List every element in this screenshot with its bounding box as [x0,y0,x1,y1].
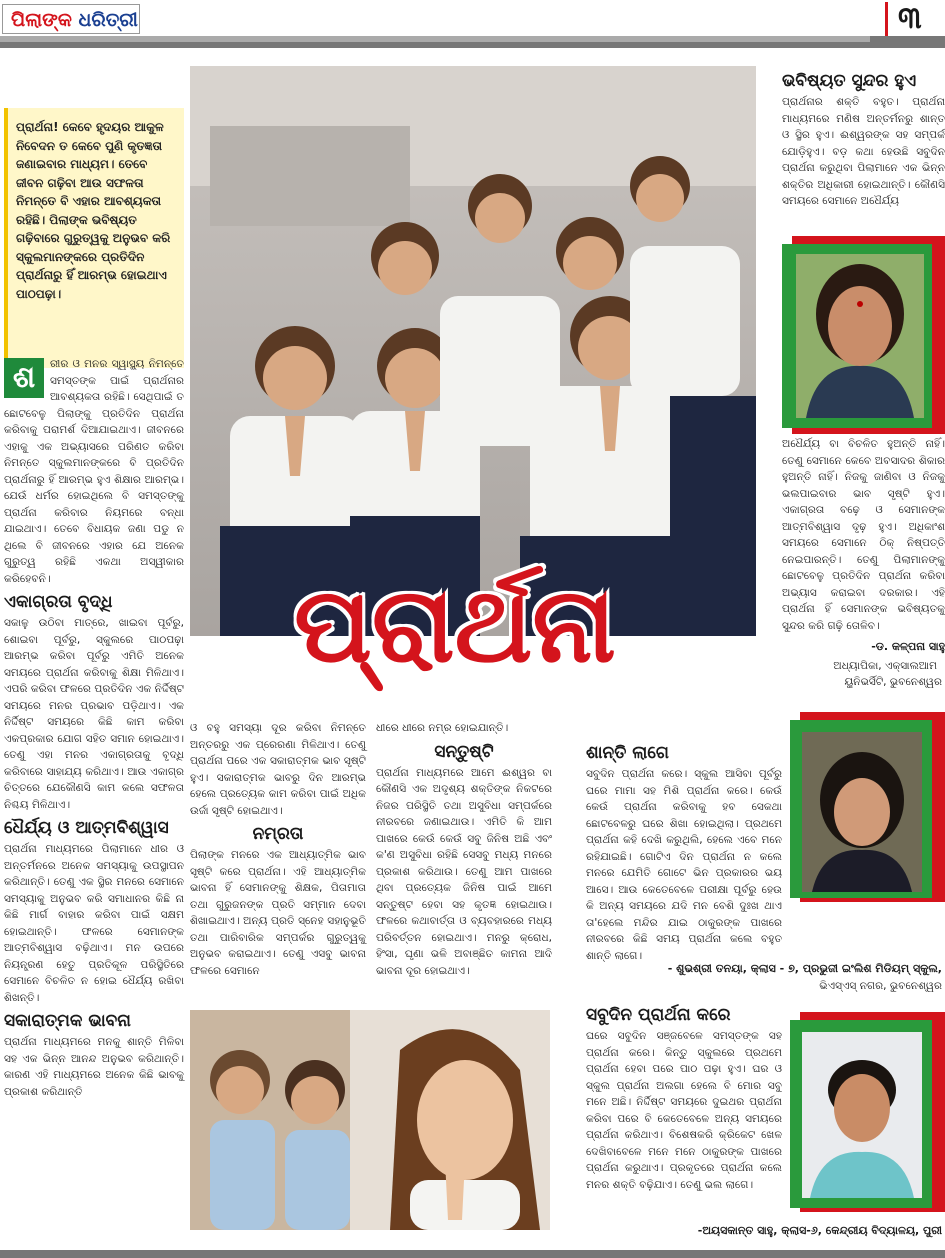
author-affiliation-1: ଅଧ୍ୟାପିକା, ଏକ୍ସାଲଆମ [833,660,937,672]
left-paragraph-2: ପ୍ରାର୍ଥନା ମାଧ୍ୟମରେ ପିଲାମାନେ ଧୀର ଓ ଅନ୍ତର୍ମନରେ ଅନେକ ସମସ୍ୟାକୁ ଉପସ୍ଥାପନ କରିଥାନ୍ତି। ତେଣୁ ଏକ ସ୍ଥିର ମନରେ ସେମାନେ ସମସ୍ୟାକୁ ଅନୁଭବ କରି ସମାଧାନର କିଛି ନା କିଛି ମାର୍ଗ ବାହାର କରିବା ପାଇଁ ସକ୍ଷମ ହୋଇଥାନ୍ତି। ଫଳରେ ସେମାନଙ୍କ ଆତ୍ମବିଶ୍ୱାସ ବଢ଼ିଥାଏ। ମନ ଉପରେ ନିୟନ୍ତ୍ରଣ ହେତୁ ପ୍ରତିକୂଳ ପରିସ୍ଥିତିରେ ସେମାନେ ବିଚଳିତ ନ ହୋଇ ଧୈର୍ଯ୍ୟ ରଖିବା ଶିଖନ୍ତି। [4,843,184,1004]
portrait-boy [802,1032,922,1198]
middle-column-1 [190,720,366,1000]
testimonial-1-text [586,738,782,962]
subheading-contentment: ସନ୍ତୁଷ୍ଟି [434,741,494,762]
testimonial-2-body: ଘରେ ସବୁଦିନ ସଞ୍ଜବେଳେ ସମସ୍ତଙ୍କ ସହ ପ୍ରାର୍ଥନା କରେ। କିନ୍ତୁ ସ୍କୁଲରେ ପ୍ରଥମେ ପ୍ରାର୍ଥନା ହେବା ପରେ ପାଠ ପଢ଼ା ହୁଏ। ଘର ଓ ସ୍କୁଲ ପ୍ରାର୍ଥନା ଅଲଗା ହେଲେ ବି ମୋର ସବୁ ମନେ ଅଛି। ନିର୍ଦ୍ଦିଷ୍ଟ ସମୟରେ ଦୁଇଥର ପ୍ରାର୍ଥନା କରିବା ପରେ ବି କେତେବେଳେ ଅନ୍ୟ ସମୟରେ ପ୍ରାର୍ଥନା କରିଥାଏ। ବିଶେଷକରି କ୍ରିକେଟ ଖେଳ ଦେଖିବାବେଳେ ମନେ ମନେ ଠାକୁରଙ୍କ ପାଖରେ ପ୍ରାର୍ଥନା କରୁଥାଏ। ପ୍ରକୃତରେ ପ୍ରାର୍ଥନା କଲେ ମନର ଶକ୍ତି ବଢ଼ିଯାଏ। ତେଣୁ ଭଲ ଲାଗେ। [586,1030,782,1191]
middle-paragraph-0: ଓ ବହୁ ସମସ୍ୟା ଦୂର କରିବା ନିମନ୍ତେ ଅନ୍ତରରୁ ଏକ ପ୍ରେରଣା ମିଳିଥାଏ। ତେଣୁ ପ୍ରାର୍ଥନା ପରେ ଏକ ସକାରାତ୍ମକ ଭାବ ସୃଷ୍ଟି ହୁଏ। ସକାରାତ୍ମକ ଭାବରୁ ଦିନ ଆରମ୍ଭ ହେଲେ ପ୍ରତ୍ୟେକ କାମ କରିବା ପାଇଁ ଅଧିକ ଉର୍ଜା ସୃଷ୍ଟି ହୋଇଥାଏ। [190,722,366,817]
drop-cap: ଶ [4,358,44,398]
left-intro-text: ରୀର ଓ ମନର ସ୍ୱାସ୍ଥ୍ୟ ନିମନ୍ତେ ସମସ୍ତଙ୍କ ପାଇଁ ପ୍ରାର୍ଥନାର ଆବଶ୍ୟକତା ରହିଛି। ସେଥିପାଇଁ ତ ଛୋଟବେଳୁ ପିଲାଙ୍କୁ ପ୍ରତିଦିନ ପ୍ରାର୍ଥନା କରିବାକୁ ପରାମର୍ଶ ଦିଆଯାଇଥାଏ। ଜୀବନରେ ଏହାକୁ ଏକ ଅଭ୍ୟାସରେ ପରିଣତ କରିବା ନିମନ୍ତେ ସ୍କୁଲମାନଙ୍କରେ ବି ପ୍ରତିଦିନ ପ୍ରାର୍ଥନାରୁ ହିଁ ଆରମ୍ଭ ହୁଏ ଶିକ୍ଷାର ଆରମ୍ଭ। ଯେଉଁ ଧର୍ମର ହୋଇଥିଲେ ବି ସମସ୍ତଙ୍କୁ ପ୍ରାର୍ଥନା କରିବାର ନିୟମରେ ବନ୍ଧା ଯାଇଥାଏ। ତେବେ ବିଧାୟକ ଜଣା ପଡୁ ନ ଥିଲେ ବି ଜୀବନରେ ଏହାର ଯେ ଅନେକ ଗୁରୁତ୍ୱ ରହିଛି ଏକଥା ଅସ୍ୱୀକାର କରିହେବନି। [4,358,184,585]
subheading-future: ଭବିଷ୍ୟତ ସୁନ୍ଦର ହୁଏ [782,71,917,91]
testimonial-1-signature: - ଶୁଭଶ୍ରୀ ତନୟା, କ୍ଲାସ - ୭, ପ୍ରଭୁଜୀ ଇଂଲିଶ ମିଡିୟମ୍ ସ୍କୁଲ, [667,962,942,975]
page-footer-bar [0,1250,945,1258]
boy-portrait-illustration [802,1032,922,1198]
left-paragraph-3: ପ୍ରାର୍ଥନା ମାଧ୍ୟମରେ ମନକୁ ଶାନ୍ତି ମିଳିବା ସହ ଏକ ଭିନ୍ନ ଆନନ୍ଦ ଅନୁଭବ କରିଥାନ୍ତି। କାରଣ ଏହି ମାଧ୍ୟମରେ ଅନେକ କିଛି ଭାବକୁ ପ୍ରକାଶ କରିଥାନ୍ତି [4,1036,184,1098]
author-affiliation-2: ୟୁନିଭର୍ସିଟି, ଭୁବନେଶ୍ୱର [844,676,942,688]
testimonial-2-heading: ସବୁଦିନ ପ୍ରାର୍ଥନା କରେ [586,1005,731,1025]
intro-quote-box: ପ୍ରାର୍ଥନା! କେବେ ହୃଦୟର ଆକୁଳ ନିବେଦନ ତ କେବେ ପୁଣି କୃତଜ୍ଞତା ଜଣାଇବାର ମାଧ୍ୟମ। ତେବେ ଜୀବନ ଗଢ଼ିବା ଆଉ ସଫଳତା ନିମନ୍ତେ ବି ଏହାର ଆବଶ୍ୟକତା ରହିଛି। ପିଲାଙ୍କ ଭବିଷ୍ୟତ ଗଢ଼ିବାରେ ଗୁରୁତ୍ୱକୁ ଅନୁଭବ କରି ସ୍କୁଲମାନଙ୍କରେ ପ୍ରତିଦିନ ପ୍ରାର୍ଥନାରୁ ହିଁ ଆରମ୍ଭ ହୋଇଥାଏ ପାଠପଢ଼ା। [4,108,184,368]
headline-title: ପ୍ରାର୍ଥନା [294,563,616,686]
right-column-bottom [782,436,945,636]
logo-text-1: ପିଲାଙ୍କ [11,9,72,31]
testimonial-1-heading: ଶାନ୍ତି ଲାଗେ [586,743,669,763]
portrait-girl [802,732,922,892]
testimonial-2-signature: -ଅୟସକାନ୍ତ ସାହୁ, କ୍ଲାସ-୬, କେନ୍ଦ୍ରୀୟ ବିଦ୍ୟାଳୟ, ପୁରୀ [697,1224,942,1237]
subheading-concentration: ଏକାଗ୍ରତା ବୃଦ୍ଧି [4,592,113,612]
testimonial-1-body: ସବୁଦିନ ପ୍ରାର୍ଥନା କରେ। ସ୍କୁଲ ଆସିବା ପୂର୍ବରୁ ଘରେ ମାମା ସହ ମିଶି ପ୍ରାର୍ଥନା କରେ। କେଉଁ କେଉଁ ପ୍ରାର୍ଥନା କରିବାକୁ ହବ ସେକଥା ଛୋଟବେଳରୁ ଘରେ ଶିଖା ହୋଇଥିଲା। ପ୍ରଥମେ ପ୍ରାର୍ଥନା କହି ଦେଖି କରୁଥିଲି, ହେଲେ ଏବେ ମନେ ରହିଯାଇଛି। ଗୋଟିଏ ଦିନ ପ୍ରାର୍ଥନା ନ କଲେ ମନରେ ଯେମିତି ଗୋଟେ ଭିନ ପ୍ରକାରର ଭୟ ଆସେ। ଆଉ କେତେବେଳେ ପରୀକ୍ଷା ପୂର୍ବରୁ ହେଉ କି ଅନ୍ୟ ସମୟରେ ଯଦି ମନ ବେଶି ଦୁଃଖ ଥାଏ ତା'ହେଲେ ମନ୍ଦିର ଯାଇ ଠାକୁରଙ୍କ ପାଖରେ ନୀରବରେ କିଛି ସମୟ ପ୍ରାର୍ଥନା କଲେ ବହୁତ ଶାନ୍ତି ଲାଗେ। [586,768,782,962]
subheading-positive-thinking: ସକାରାତ୍ମକ ଭାବନା [4,1011,131,1031]
testimonial-1-affiliation: ଭିଏସ୍ଏସ୍ ନଗର, ଭୁବନେଶ୍ୱର [819,980,942,992]
middle-paragraph-1: ପିଲାଙ୍କ ମନରେ ଏକ ଆଧ୍ୟାତ୍ମିକ ଭାବ ସୃଷ୍ଟି କରେ ପ୍ରାର୍ଥନା। ଏହି ଆଧ୍ୟାତ୍ମିକ ଭାବନା ହିଁ ସେମାନଙ୍କୁ ଶିକ୍ଷକ, ପିତାମାତା ତଥା ଗୁରୁଜନଙ୍କ ପ୍ରତି ସମ୍ମାନ ଦେବା ଶିଖାଇଥାଏ। ଅନ୍ୟ ପ୍ରତି ସ୍ନେହ ସହାନୁଭୂତି ତଥା ପାରିବାରିକ ସମ୍ପର୍କର ଗୁରୁତ୍ୱକୁ ଅନୁଭବ କରାଇଥାଏ। ତେଣୁ ଏସବୁ ଭାବନା ଫଳରେ ସେମାନେ [190,849,366,977]
testimonial-2-text [586,1000,782,1218]
right-paragraph-2: ଅଧୈର୍ଯ୍ୟ ବା ବିଚଳିତ ହୁଅନ୍ତି ନାହିଁ। ତେଣୁ ସେମାନେ କେବେ ଅବସାଦର ଶିକାର ହୁଅନ୍ତି ନାହିଁ। ନିଜକୁ ଜାଣିବା ଓ ନିଜକୁ ଭଲପାଇବାର ଭାବ ସୃଷ୍ଟି ହୁଏ। ଏକାଗ୍ରତା ବଢ଼େ ଓ ସେମାନଙ୍କ ଆତ୍ମବିଶ୍ୱାସ ଦୃଢ଼ ହୁଏ। ଅଧିକାଂଶ ସମୟରେ ସେମାନେ ଠିକ୍ ନିଷ୍ପତ୍ତି ନେଇପାରନ୍ତି। ତେଣୁ ପିଲାମାନଙ୍କୁ ଛୋଟବେଳୁ ପ୍ରତିଦିନ ପ୍ରାର୍ଥନା କରିବା ଅଭ୍ୟାସ କରାଇବା ଦରକାର। ଏହି ପ୍ରାର୍ଥନା ହିଁ ସେମାନଙ୍କ ଭବିଷ୍ୟତକୁ ସୁନ୍ଦର କରି ଗଢ଼ି ତୋଳିବ। [782,438,945,632]
subheading-patience: ଧୈର୍ଯ୍ୟ ଓ ଆତ୍ମବିଶ୍ୱାସ [4,818,169,838]
middle-paragraph-2: ଧୀରେ ଧୀରେ ନମ୍ର ହୋଇଯାନ୍ତି। [376,722,509,734]
publication-logo [2,4,140,34]
header-bar-inner [0,36,870,42]
secondary-photo [190,1010,550,1230]
right-column-top [782,66,945,246]
author-signature: -ଡ. କଳ୍ପନା ସାହୁ [871,640,945,653]
page-number: ୩ [885,2,945,36]
testimonial-1-continued [586,910,942,950]
girl-praying-illustration [190,1010,550,1230]
portrait-woman [796,254,924,418]
left-paragraph-1: ସକାଳୁ ଉଠିବା ମାତ୍ରେ, ଖାଇବା ପୂର୍ବରୁ, ଶୋଇବା ପୂର୍ବରୁ, ସ୍କୁଲରେ ପାଠପଢ଼ା ଆରମ୍ଭ କରିବା ପୂର୍ବରୁ ଏମିତି ଅନେକ ସମୟରେ ପ୍ରାର୍ଥନା କରିବାକୁ ଶିକ୍ଷା ମିଳିଥାଏ। ଏପରି କରିବା ଫଳରେ ପ୍ରତିଦିନ ଏକ ନିର୍ଦ୍ଦିଷ୍ଟ ସମୟରେ ମନର ପ୍ରଭାବ ପଡ଼ିଥାଏ। ଏକ ନିର୍ଦ୍ଦିଷ୍ଟ ସମୟରେ କିଛି କାମ କରିବା ଏକପ୍ରକାର ଯୋଗ ସହିତ ସମାନ ହୋଇଥାଏ। ତେଣୁ ଏହା ମନର ଏକାଗ୍ରତାକୁ ବୃଦ୍ଧି କରିବାରେ ସାହାଯ୍ୟ କରିଥାଏ। ଆଉ ଏକାଗ୍ର ଚିତ୍ତରେ ଯେକୌଣସି କାମ କଲେ ସଫଳତା ନିଶ୍ଚୟ ମିଳିଥାଏ। [4,617,184,811]
right-paragraph-1: ପ୍ରାର୍ଥନାର ଶକ୍ତି ବହୁତ। ପ୍ରାର୍ଥନା ମାଧ୍ୟମରେ ମଣିଷ ଅନ୍ତର୍ମନରୁ ଶାନ୍ତ ଓ ସ୍ଥିର ହୁଏ। ଈଶ୍ୱରଙ୍କ ସହ ସମ୍ପର୍କ ଯୋଡ଼ିହୁଏ। ବଡ଼ କଥା ହେଉଛି ସବୁଦିନ ପ୍ରାର୍ଥନା କରୁଥିବା ପିଲାମାନେ ଏକ ଭିନ୍ନ ଶକ୍ତିର ଅଧିକାରୀ ହୋଇଥାନ୍ତି। କୌଣସି ସମୟରେ ସେମାନେ ଅଧୈର୍ଯ୍ୟ [782,96,945,207]
middle-column-2 [376,720,552,1000]
page-header [0,0,945,48]
girl-portrait-illustration [802,732,922,892]
logo-text-2: ଧରିତ୍ରୀ [78,9,138,31]
subheading-humility: ନମ୍ରତା [252,824,304,844]
left-column [4,356,184,1236]
woman-portrait-illustration [796,254,924,418]
middle-paragraph-3: ପ୍ରାର୍ଥନା ମାଧ୍ୟମରେ ଆମେ ଈଶ୍ୱର ବା କୌଣସି ଏକ ଅଦୃଶ୍ୟ ଶକ୍ତିଙ୍କ ନିକଟରେ ନିଜର ପରିସ୍ଥିତି ତଥା ଅସୁବିଧା ସମ୍ପର୍କରେ ନୀରବରେ ଜଣାଇଥାଉ। ଏମିତି କି ଆମ ପାଖରେ କେଉଁ କେଉଁ ସବୁ ଜିନିଷ ଅଛି ଏବଂ କ'ଣ ଅସୁବିଧା ରହିଛି ସେସବୁ ମଧ୍ୟ ମନରେ ପ୍ରକାଶ କରିଥାଉ। ତେଣୁ ଆମ ପାଖରେ ଥିବା ପ୍ରତ୍ୟେକ ଜିନିଷ ପାଇଁ ଆମେ ସନ୍ତୁଷ୍ଟ ହେବା ସହ କୃତଜ୍ଞ ହୋଇଥାଉ। ଫଳରେ କଥାବାର୍ତ୍ତା ଓ ବ୍ୟବହାରରେ ମଧ୍ୟ ପରିବର୍ତ୍ତନ ହୋଇଥାଏ। ମନରୁ କ୍ରୋଧ, ହିଂସା, ଘୃଣା ଭଳି ଅବାଞ୍ଛିତ କାମନା ଆଦି ଭାବନା ଦୂର ହୋଇଥାଏ। [376,766,552,977]
